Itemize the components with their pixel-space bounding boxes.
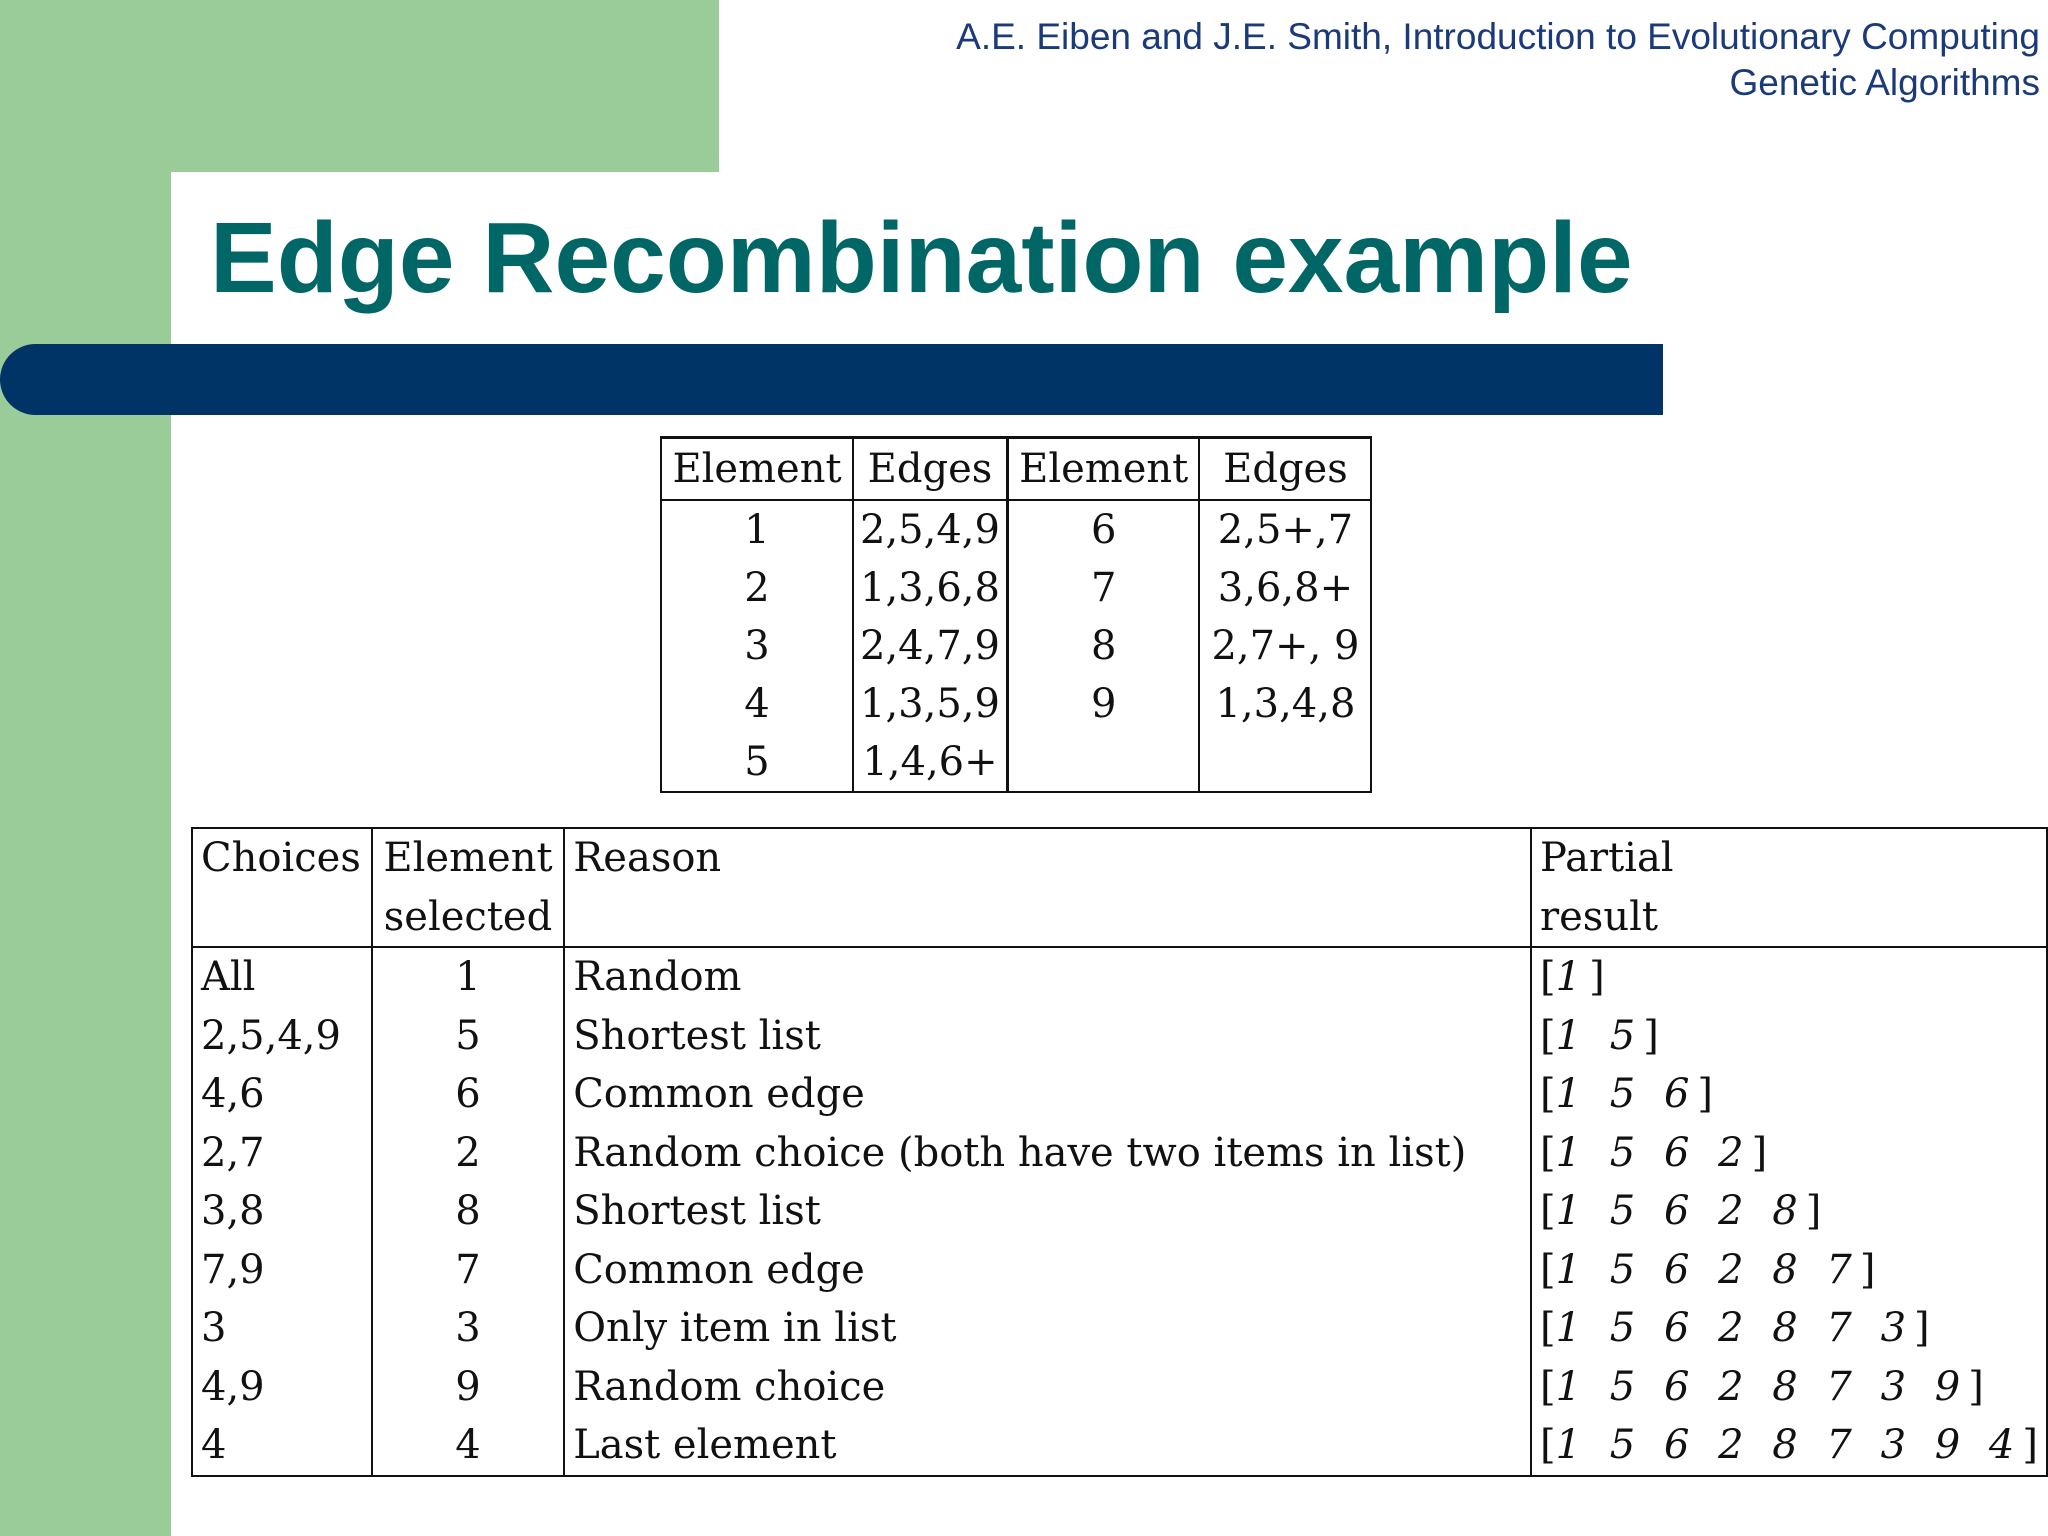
reason-cell: Common edge xyxy=(564,1241,1531,1300)
table-row xyxy=(192,1007,2047,1066)
reason-cell: Random choice xyxy=(564,1358,1531,1417)
element-cell: 4 xyxy=(372,1416,564,1476)
choices-cell: 7,9 xyxy=(192,1241,372,1300)
edge-header-element-2: Element xyxy=(1007,438,1199,500)
edge-cell: 1,3,6,8 xyxy=(853,559,1007,617)
edge-cell: 1,3,4,8 xyxy=(1199,675,1371,733)
partial-result-value: 1 5 6 2 8 7 3 9 xyxy=(1555,1363,1969,1410)
element-cell: 8 xyxy=(372,1182,564,1241)
partial-result-value: 1 5 6 2 xyxy=(1555,1129,1752,1176)
element-cell: 7 xyxy=(372,1241,564,1300)
edge-cell xyxy=(1007,733,1199,792)
table-row xyxy=(192,1416,2047,1476)
slide-header xyxy=(956,14,2040,106)
header-choices xyxy=(192,828,372,947)
edge-cell: 1,4,6+ xyxy=(853,733,1007,792)
table-row xyxy=(661,675,1371,733)
partial-result-cell: [1 5 6 2 8 7 3 9] xyxy=(1531,1358,2047,1417)
partial-result-cell: [1 5 6 2 8 7 3] xyxy=(1531,1299,2047,1358)
table-row xyxy=(192,1124,2047,1183)
reason-cell: Last element xyxy=(564,1416,1531,1476)
edge-header-edges-1: Edges xyxy=(853,438,1007,500)
edge-cell: 3 xyxy=(661,617,853,675)
table-row xyxy=(192,1241,2047,1300)
choices-cell: 3,8 xyxy=(192,1182,372,1241)
header-element-line2: selected xyxy=(383,893,553,940)
edge-cell: 7 xyxy=(1007,559,1199,617)
edge-cell: 9 xyxy=(1007,675,1199,733)
edge-cell: 5 xyxy=(661,733,853,792)
choices-cell: 3 xyxy=(192,1299,372,1358)
green-left-band xyxy=(0,0,171,1536)
header-element-selected xyxy=(372,828,564,947)
partial-result-cell: [1 5 6 2] xyxy=(1531,1124,2047,1183)
table-row xyxy=(661,617,1371,675)
header-book-title: A.E. Eiben and J.E. Smith, Introduction to Evolutionary Computing xyxy=(956,16,2040,57)
title-underline-bar xyxy=(0,344,1663,415)
edge-cell: 2,7+, 9 xyxy=(1199,617,1371,675)
reason-cell: Only item in list xyxy=(564,1299,1531,1358)
reason-cell: Shortest list xyxy=(564,1007,1531,1066)
edge-cell: 2,5+,7 xyxy=(1199,500,1371,559)
edge-cell: 1 xyxy=(661,500,853,559)
header-partial-result xyxy=(1531,828,2047,947)
table-row xyxy=(192,1065,2047,1124)
partial-result-cell: [1 5] xyxy=(1531,1007,2047,1066)
partial-result-value: 1 5 6 xyxy=(1555,1071,1698,1117)
edge-cell: 2,4,7,9 xyxy=(853,617,1007,675)
choices-cell: 4,9 xyxy=(192,1358,372,1417)
header-choices-label: Choices xyxy=(201,835,361,881)
header-partial-line2: result xyxy=(1540,893,1658,940)
partial-result-cell: [1 5 6] xyxy=(1531,1065,2047,1124)
reason-cell: Random xyxy=(564,947,1531,1007)
choices-cell: 2,7 xyxy=(192,1124,372,1183)
element-cell: 9 xyxy=(372,1358,564,1417)
choices-cell: 4,6 xyxy=(192,1065,372,1124)
choices-table xyxy=(191,827,2048,1477)
header-chapter: Genetic Algorithms xyxy=(1729,62,2040,103)
partial-result-value: 1 5 6 2 8 7 3 9 4 xyxy=(1555,1422,2023,1468)
header-reason-label: Reason xyxy=(573,835,722,881)
edge-header-edges-2: Edges xyxy=(1199,438,1371,500)
partial-result-value: 1 5 6 2 8 xyxy=(1555,1188,1806,1234)
header-partial-line1: Partial xyxy=(1540,835,1674,881)
edge-cell: 4 xyxy=(661,675,853,733)
table-row xyxy=(192,1358,2047,1417)
reason-cell: Random choice (both have two items in list) xyxy=(564,1124,1531,1183)
partial-result-value: 1 5 xyxy=(1555,1012,1644,1059)
table-row xyxy=(192,1299,2047,1358)
choices-cell: 4 xyxy=(192,1416,372,1476)
header-reason xyxy=(564,828,1531,947)
edge-cell: 8 xyxy=(1007,617,1199,675)
reason-cell: Shortest list xyxy=(564,1182,1531,1241)
choices-cell: 2,5,4,9 xyxy=(192,1007,372,1066)
reason-cell: Common edge xyxy=(564,1065,1531,1124)
element-cell: 3 xyxy=(372,1299,564,1358)
partial-result-cell: [1 5 6 2 8] xyxy=(1531,1182,2047,1241)
partial-result-cell: [1 5 6 2 8 7 3 9 4] xyxy=(1531,1416,2047,1476)
element-cell: 5 xyxy=(372,1007,564,1066)
edge-cell: 2,5,4,9 xyxy=(853,500,1007,559)
header-element-line1: Element xyxy=(383,835,553,881)
partial-result-value: 1 5 6 2 8 7 xyxy=(1555,1246,1860,1293)
edge-header-element-1: Element xyxy=(661,438,853,500)
edge-cell: 1,3,5,9 xyxy=(853,675,1007,733)
table-row xyxy=(192,1182,2047,1241)
edge-cell xyxy=(1199,733,1371,792)
table-row xyxy=(192,947,2047,1007)
partial-result-cell: [1 5 6 2 8 7] xyxy=(1531,1241,2047,1300)
element-cell: 1 xyxy=(372,947,564,1007)
element-cell: 6 xyxy=(372,1065,564,1124)
partial-result-cell: [1] xyxy=(1531,947,2047,1007)
partial-result-value: 1 5 6 2 8 7 3 xyxy=(1555,1305,1915,1351)
edge-cell: 3,6,8+ xyxy=(1199,559,1371,617)
edge-cell: 6 xyxy=(1007,500,1199,559)
table-row xyxy=(661,500,1371,559)
page-title: Edge Recombination example xyxy=(210,202,1633,314)
partial-result-value: 1 xyxy=(1555,954,1590,1000)
choices-table-header xyxy=(192,828,2047,947)
edge-table xyxy=(660,436,1372,793)
element-cell: 2 xyxy=(372,1124,564,1183)
edge-table-header xyxy=(661,438,1371,500)
table-row xyxy=(661,559,1371,617)
table-row xyxy=(661,733,1371,792)
edge-cell: 2 xyxy=(661,559,853,617)
choices-cell: All xyxy=(192,947,372,1007)
